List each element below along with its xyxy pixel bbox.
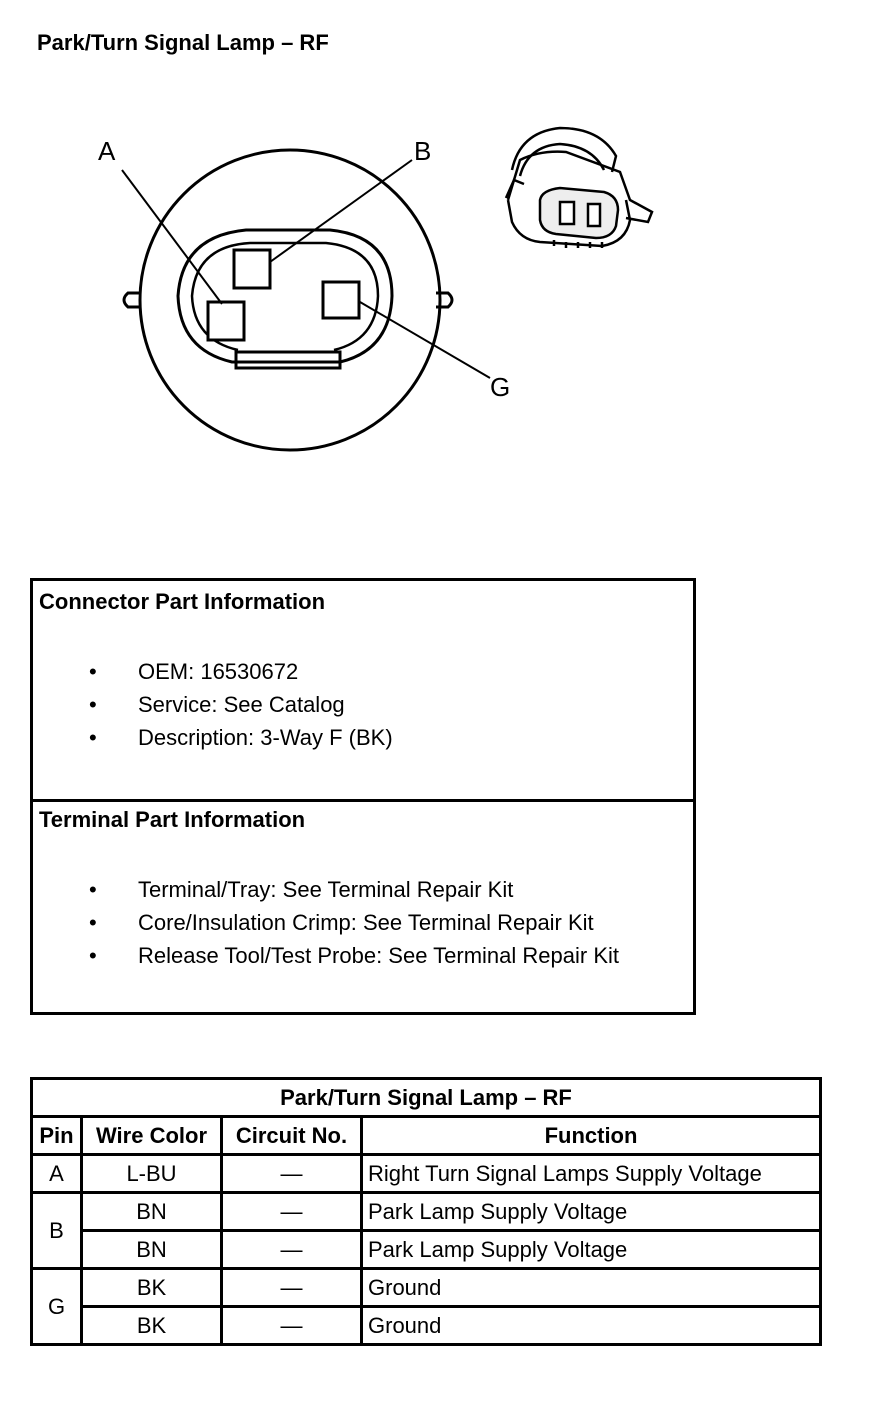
circuit-cell: — bbox=[222, 1193, 362, 1231]
table-row bbox=[32, 1269, 821, 1307]
right-tab bbox=[436, 293, 452, 307]
terminal-a bbox=[208, 302, 244, 340]
table-header-row bbox=[32, 1117, 821, 1155]
leader-a bbox=[122, 170, 222, 304]
table-row bbox=[32, 1155, 821, 1193]
connector-info-title: Connector Part Information bbox=[39, 589, 326, 614]
label-a: A bbox=[98, 136, 116, 166]
function-cell: Park Lamp Supply Voltage bbox=[362, 1231, 821, 1269]
connector-3d-illustration bbox=[506, 128, 652, 248]
pin-cell: A bbox=[32, 1155, 82, 1193]
function-cell: Right Turn Signal Lamps Supply Voltage bbox=[362, 1155, 821, 1193]
terminal-g bbox=[323, 282, 359, 318]
terminal-b bbox=[234, 250, 270, 288]
table-title-row bbox=[32, 1079, 821, 1117]
part-information-box bbox=[30, 578, 696, 1015]
table-row bbox=[32, 1193, 821, 1231]
function-cell: Park Lamp Supply Voltage bbox=[362, 1193, 821, 1231]
circuit-cell: — bbox=[222, 1269, 362, 1307]
pin-table bbox=[30, 1077, 822, 1346]
header-circuit-no: Circuit No. bbox=[222, 1117, 362, 1155]
circuit-cell: — bbox=[222, 1155, 362, 1193]
terminal-crimp: Core/Insulation Crimp: See Terminal Repair Kit bbox=[138, 910, 594, 935]
wire-color-cell: L-BU bbox=[82, 1155, 222, 1193]
connector-part-info bbox=[33, 581, 693, 802]
label-b: B bbox=[414, 136, 432, 166]
polarization-key bbox=[236, 352, 340, 368]
header-wire-color: Wire Color bbox=[82, 1117, 222, 1155]
bullet: • bbox=[89, 725, 97, 750]
bullet: • bbox=[89, 659, 97, 684]
terminal-tray: Terminal/Tray: See Terminal Repair Kit bbox=[138, 877, 514, 902]
connector-face-outer bbox=[140, 150, 440, 450]
pin-table-title: Park/Turn Signal Lamp – RF bbox=[32, 1079, 821, 1117]
terminal-info-title: Terminal Part Information bbox=[39, 807, 306, 832]
circuit-cell: — bbox=[222, 1231, 362, 1269]
wire-color-cell: BK bbox=[82, 1307, 222, 1345]
page-title: Park/Turn Signal Lamp – RF bbox=[37, 30, 329, 55]
connector-description: Description: 3-Way F (BK) bbox=[138, 725, 393, 750]
label-g: G bbox=[490, 372, 511, 402]
connector-service: Service: See Catalog bbox=[138, 692, 345, 717]
bullet: • bbox=[89, 692, 97, 717]
wire-color-cell: BN bbox=[82, 1193, 222, 1231]
terminal-part-info bbox=[33, 799, 693, 1012]
function-cell: Ground bbox=[362, 1307, 821, 1345]
pin-cell: B bbox=[32, 1193, 82, 1269]
terminal-release-tool: Release Tool/Test Probe: See Terminal Repair Kit bbox=[138, 943, 619, 968]
wire-color-cell: BN bbox=[82, 1231, 222, 1269]
left-tab bbox=[124, 293, 140, 307]
bullet: • bbox=[89, 877, 97, 902]
table-row bbox=[32, 1231, 821, 1269]
header-function: Function bbox=[362, 1117, 821, 1155]
bullet: • bbox=[89, 943, 97, 968]
connector-diagram bbox=[0, 0, 880, 520]
table-row bbox=[32, 1307, 821, 1345]
connector-oem: OEM: 16530672 bbox=[138, 659, 299, 684]
header-pin: Pin bbox=[32, 1117, 82, 1155]
circuit-cell: — bbox=[222, 1307, 362, 1345]
function-cell: Ground bbox=[362, 1269, 821, 1307]
bullet: • bbox=[89, 910, 97, 935]
pin-cell: G bbox=[32, 1269, 82, 1345]
wire-color-cell: BK bbox=[82, 1269, 222, 1307]
